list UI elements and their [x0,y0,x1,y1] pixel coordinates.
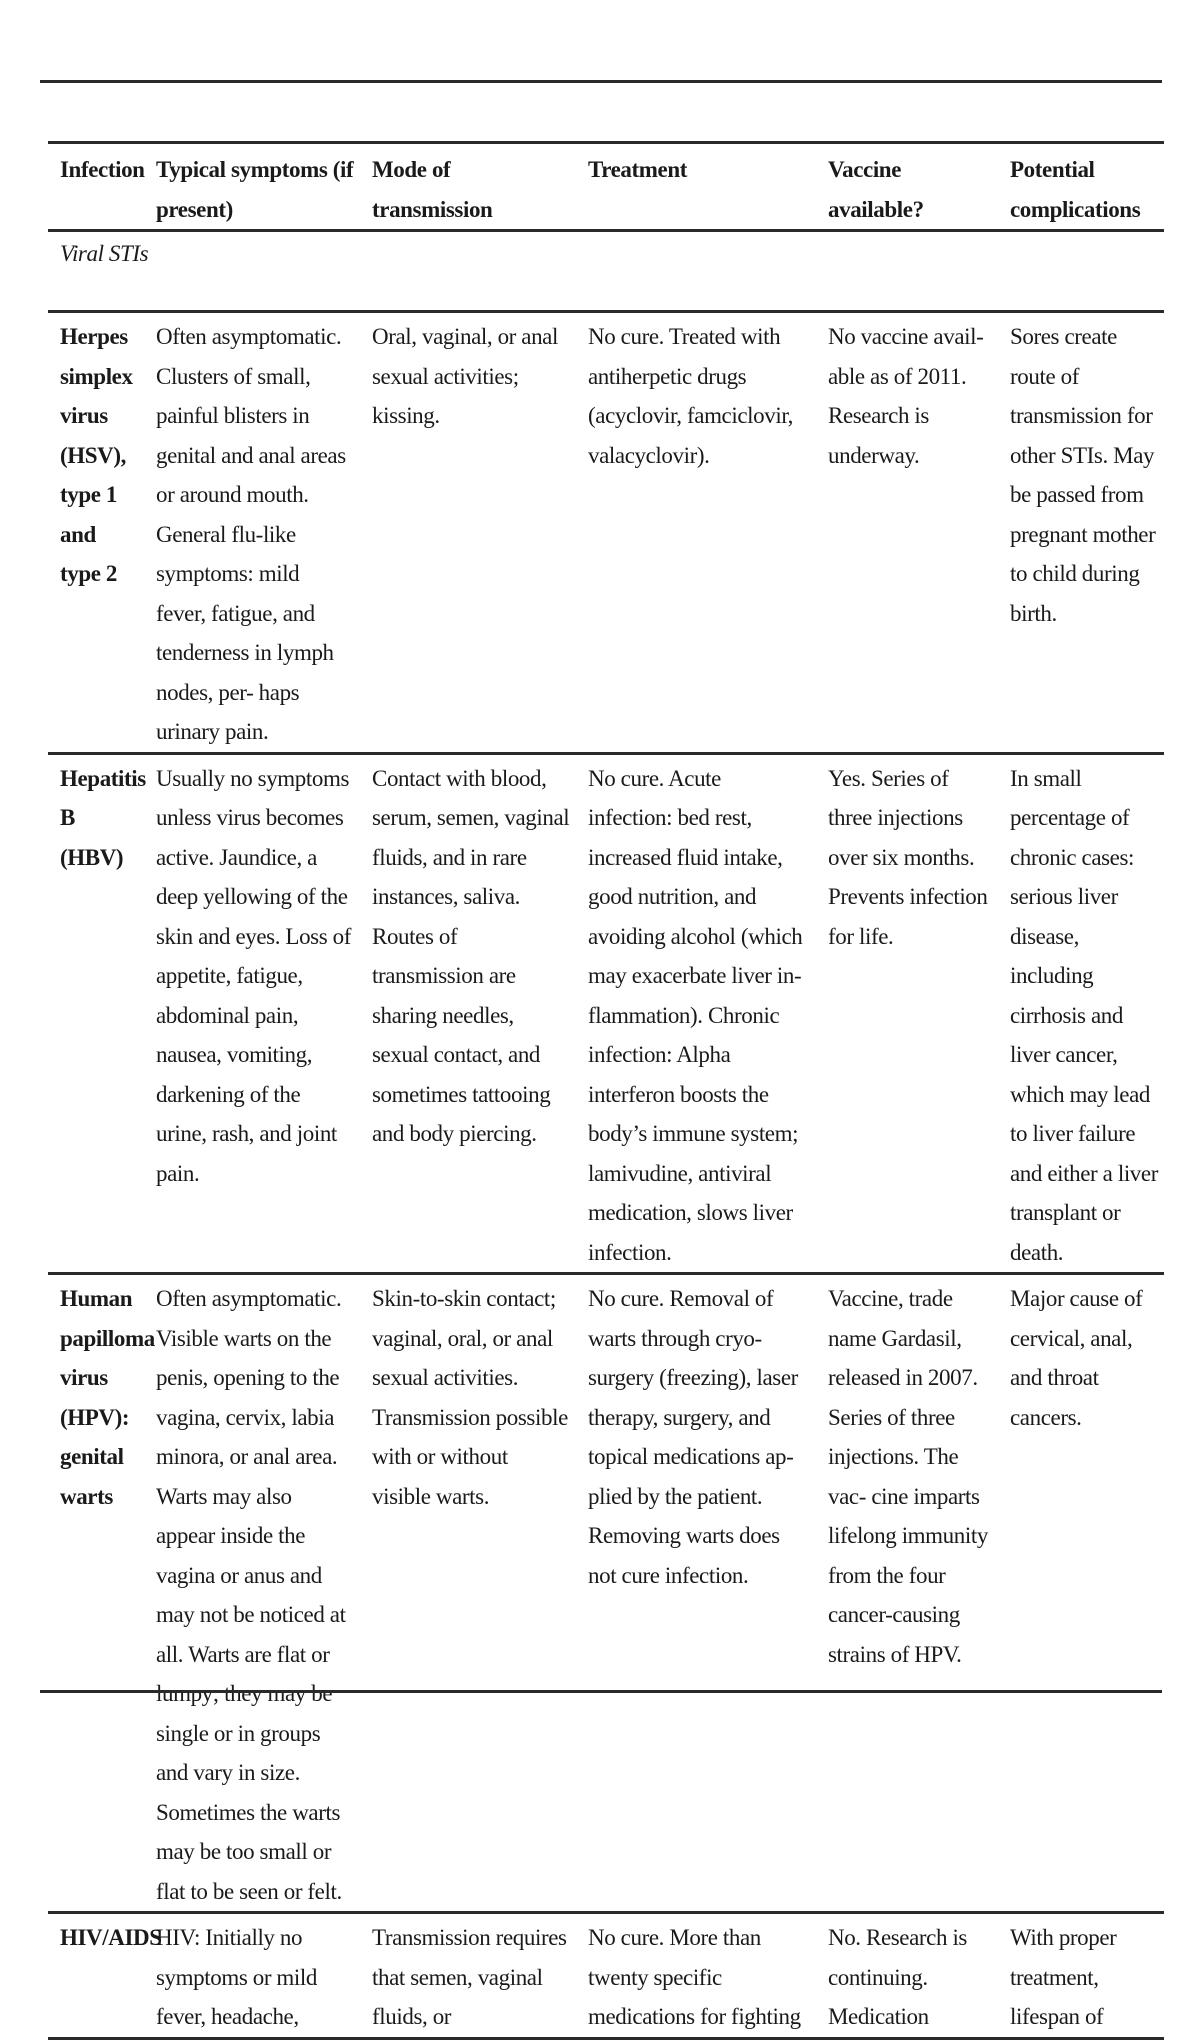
table-header-row [48,143,1164,231]
cell-complications: Sores create route of transmission for other STIs. May be passed from pregnant mother to child during birth. [998,312,1164,754]
cell-complications: Major cause of cervical, anal, and throat cancers. [998,1274,1164,1913]
cell-transmission: Oral, vaginal, or anal sexual activities; kissing. [360,312,576,754]
table-row [48,1274,1164,1913]
section-row-viral [48,231,1164,312]
cell-symptoms: Often asymptomatic. Clusters of small, painful blisters in genital and anal areas or around mouth. General flu-like symptoms: mild fever, fatigue, and tenderness in lymph nodes, per- haps urinary pain. [144,312,360,754]
cell-infection: HIV/AIDS [48,1913,144,2039]
page-bottom-rule [40,1690,1162,1693]
cell-transmission: Transmission requires that semen, vaginal fluids, or [360,1913,576,2039]
sti-table [48,141,1164,2040]
header-symptoms: Typical symptoms (if present) [144,143,360,231]
cell-treatment: No cure. Acute infection: bed rest, increased fluid intake, good nutrition, and avoiding alcohol (which may exacerbate liver in- flammation). Chronic infection: Alpha interferon boosts the body’s immune system; lamivudine, antiviral medication, slows liver infection. [576,753,816,1274]
table-row [48,312,1164,754]
cell-infection: Human papilloma virus (HPV): genital warts [48,1274,144,1913]
table-row [48,753,1164,1274]
header-infection: Infection [48,143,144,231]
cell-treatment: No cure. Treated with antiherpetic drugs (acyclovir, famciclovir, valacyclovir). [576,312,816,754]
cell-infection: Hepatitis B (HBV) [48,753,144,1274]
cell-infection: Herpes simplex virus (HSV), type 1 and type 2 [48,312,144,754]
header-treatment: Treatment [576,143,816,231]
cell-complications: In small percentage of chronic cases: serious liver disease, including cirrhosis and liver cancer, which may lead to liver failure and either a liver transplant or death. [998,753,1164,1274]
cell-treatment: No cure. More than twenty specific medications for fighting [576,1913,816,2039]
cell-complications: With proper treatment, lifespan of [998,1913,1164,2039]
cell-symptoms: HIV: Initially no symptoms or mild fever, headache, [144,1913,360,2039]
section-label: Viral STIs [48,231,1164,312]
cell-transmission: Skin-to-skin contact; vaginal, oral, or anal sexual activities. Transmission possible with or without visible warts. [360,1274,576,1913]
cell-symptoms: Usually no symptoms unless virus becomes active. Jaundice, a deep yellowing of the skin and eyes. Loss of appetite, fatigue, abdominal pain, nausea, vomiting, darkening of the urine, rash, and joint pain. [144,753,360,1274]
cell-vaccine: Yes. Series of three injections over six months. Prevents infection for life. [816,753,998,1274]
cell-vaccine: Vaccine, trade name Gardasil, released in 2007. Series of three injections. The vac- cine imparts lifelong immunity from the four cancer-causing strains of HPV. [816,1274,998,1913]
cell-symptoms: Often asymptomatic. Visible warts on the penis, opening to the vagina, cervix, labia minora, or anal area. Warts may also appear inside the vagina or anus and may not be noticed at all. Warts are flat or lumpy; they may be single or in groups and vary in size. Sometimes the warts may be too small or flat to be seen or felt. [144,1274,360,1913]
table-row [48,1913,1164,2039]
cell-vaccine: No vaccine avail- able as of 2011. Research is underway. [816,312,998,754]
cell-treatment: No cure. Removal of warts through cryo-surgery (freezing), laser therapy, surgery, and topical medications ap- plied by the patient. Removing warts does not cure infection. [576,1274,816,1913]
header-vaccine: Vaccine available? [816,143,998,231]
cell-vaccine: No. Research is continuing. Medication [816,1913,998,2039]
header-transmission: Mode of transmission [360,143,576,231]
cell-transmission: Contact with blood, serum, semen, vaginal fluids, and in rare instances, saliva. Routes of transmission are sharing needles, sexual contact, and sometimes tattooing and body piercing. [360,753,576,1274]
header-complications: Potential complications [998,143,1164,231]
page-top-rule [40,80,1162,83]
